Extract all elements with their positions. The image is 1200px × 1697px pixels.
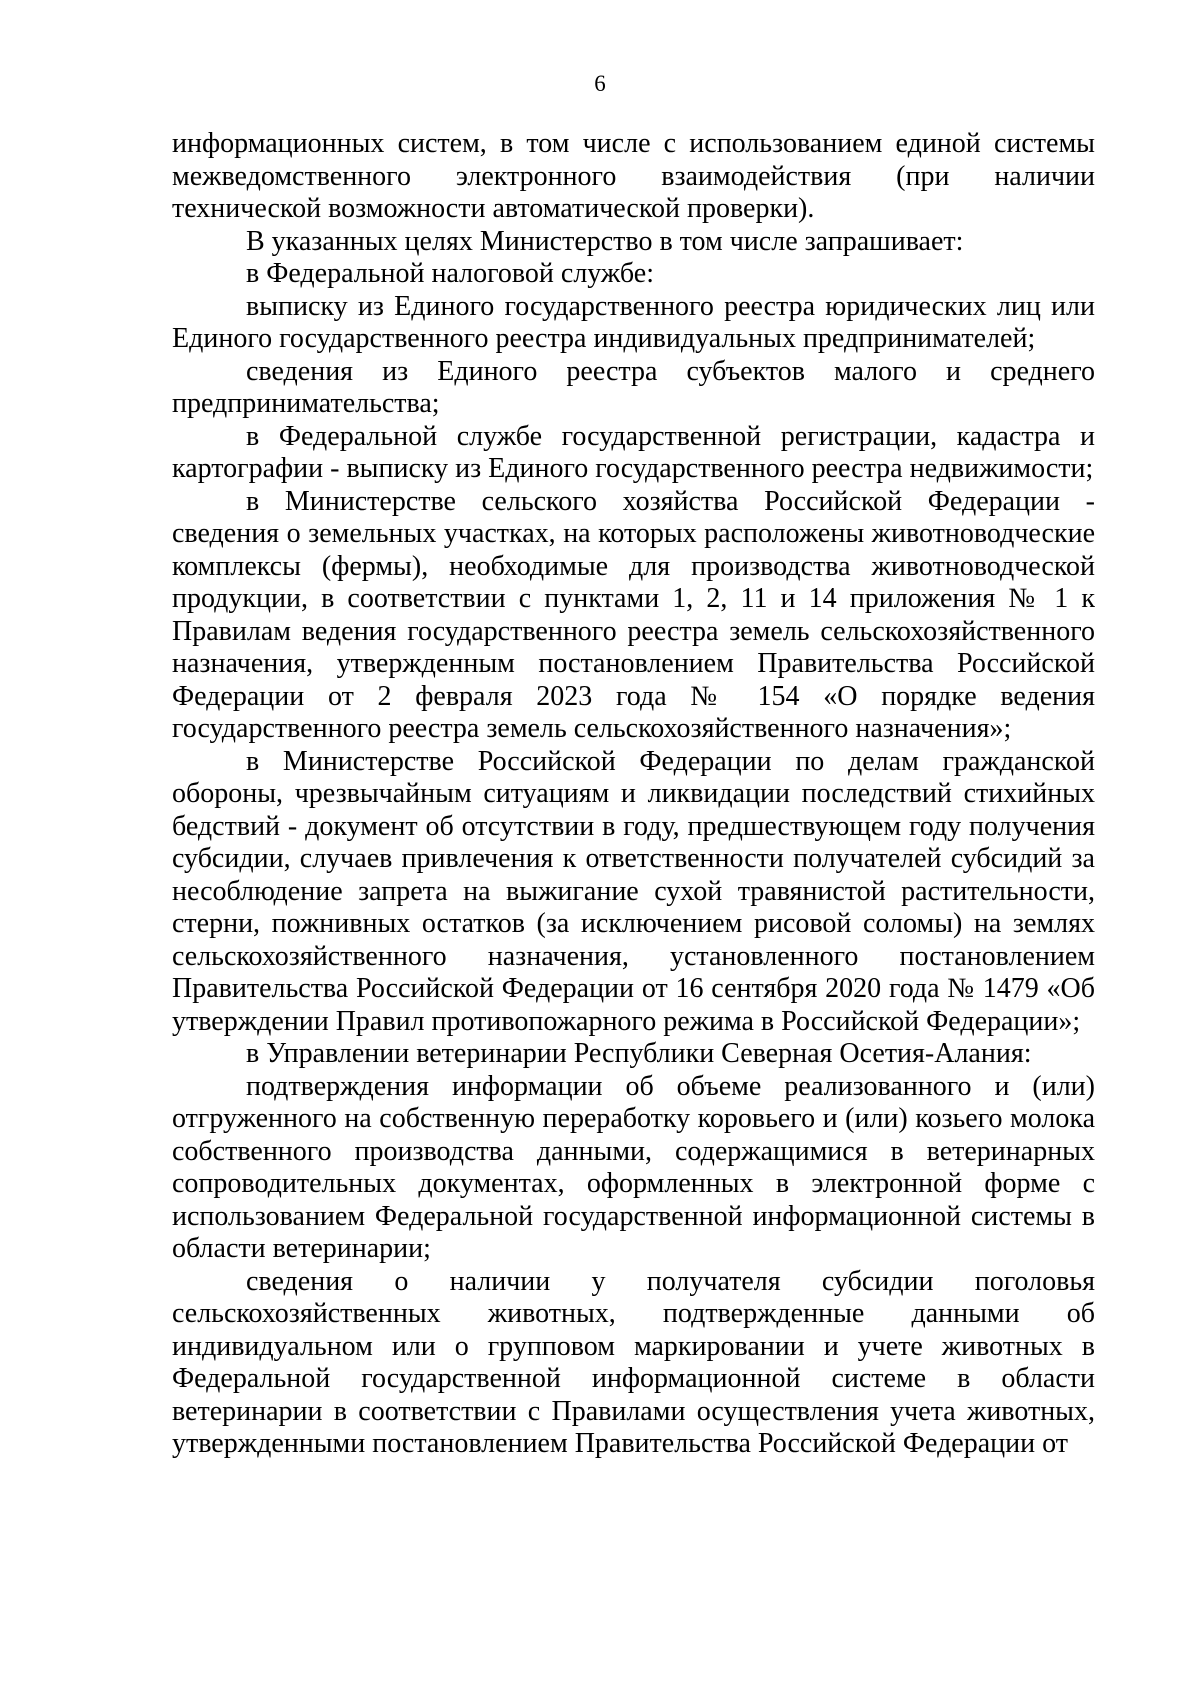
- paragraph-agriculture-ministry: в Министерстве сельского хозяйства Российской Федерации - сведения о земельных участках, на которых расположены животноводческие комплексы (фермы), необходимые для производства животноводческой продукции, в соответствии с пунктами 1, 2, 11 и 14 приложения № 1 к Правилам ведения государственного реестра земель сельскохозяйственного назначения, утвержденным постановлением Правительства Российской Федерации от 2 февраля 2023 года № 154 «О порядке ведения государственного реестра земель сельскохозяйственного назначения»;: [172, 485, 1095, 744]
- paragraph-rosreestr: в Федеральной службе государственной регистрации, кадастра и картографии - выписку из Единого государственного реестра недвижимости;: [172, 420, 1095, 484]
- paragraph-veterinary-office: в Управлении ветеринарии Республики Северная Осетия-Алания:: [246, 1038, 1032, 1069]
- paragraph-emergency-ministry: в Министерстве Российской Федерации по делам гражданской обороны, чрезвычайным ситуациям и ликвидации последствий стихийных бедствий - документ об отсутствии в году, предшествующем году получения субсидии, случаев привлечения к ответственности получателей субсидий за несоблюдение запрета на выжигание сухой травянистой растительности, стерни, пожнивных остатков (за исключением рисовой соломы) на землях сельскохозяйственного назначения, установленного постановлением Правительства Российской Федерации от 16 сентября 2020 года № 1479 «Об утверждении Правил противопожарного режима в Российской Федерации»;: [172, 745, 1095, 1037]
- paragraph-milk-confirmation: подтверждения информации об объеме реализованного и (или) отгруженного на собственную переработку коровьего и (или) козьего молока собственного производства данными, содержащимися в ветеринарных сопроводительных документах, оформленных в электронной форме с использованием Федеральной государственной информационной системы в области ветеринарии;: [172, 1070, 1095, 1264]
- paragraph-sme-registry: сведения из Единого реестра субъектов малого и среднего предпринимательства;: [172, 355, 1095, 419]
- paragraph-continuation: информационных систем, в том числе с использованием единой системы межведомственного электронного взаимодействия (при наличии технической возможности автоматической проверки).: [172, 128, 1095, 224]
- paragraph-egrul-extract: выписку из Единого государственного реестра юридических лиц или Единого государственного реестра индивидуальных предпринимателей;: [172, 290, 1095, 354]
- document-body: [172, 128, 1095, 1461]
- paragraph-tax-service: в Федеральной налоговой службе:: [246, 258, 654, 289]
- paragraph-intro: В указанных целях Министерство в том числе запрашивает:: [246, 225, 964, 257]
- paragraph-livestock-info: сведения о наличии у получателя субсидии поголовья сельскохозяйственных животных, подтвержденные данными об индивидуальном или о групповом маркировании и учете животных в Федеральной государственной информационной системе в области ветеринарии в соответствии с Правилами осуществления учета животных, утвержденными постановлением Правительства Российской Федерации от: [172, 1265, 1095, 1459]
- page-number: 6: [594, 71, 606, 96]
